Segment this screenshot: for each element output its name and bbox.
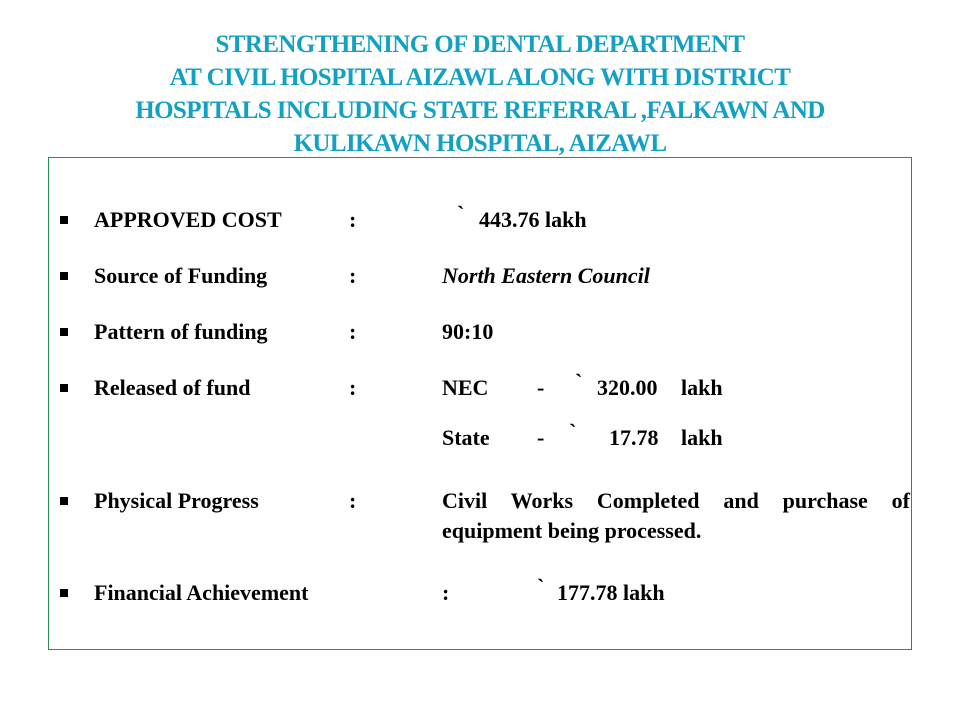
title-line-1: STRENGTHENING OF DENTAL DEPARTMENT: [215, 31, 745, 58]
pattern-of-funding-label: Pattern of funding: [94, 319, 268, 344]
colon: :: [349, 375, 357, 400]
bullet-square-icon: [60, 328, 68, 336]
physical-progress-line-1: Civil Works Completed and purchase of: [442, 488, 910, 513]
colon: :: [349, 207, 357, 232]
state-amount: 17.78: [609, 425, 659, 450]
title-line-3: HOSPITALS INCLUDING STATE REFERRAL ,FALKAWN AND: [135, 97, 825, 124]
nec-unit: lakh: [681, 375, 723, 400]
approved-cost-value: 443.76 lakh: [479, 207, 587, 232]
bullet-square-icon: [60, 216, 68, 224]
state-name: State: [442, 425, 490, 450]
released-state-row: [49, 421, 913, 455]
physical-progress-label: Physical Progress: [94, 488, 259, 513]
dash: -: [537, 375, 545, 400]
dash: -: [537, 425, 545, 450]
bullet-square-icon: [60, 497, 68, 505]
approved-cost-label: APPROVED COST: [94, 207, 282, 232]
colon: :: [442, 580, 450, 605]
pattern-of-funding-row: [49, 315, 913, 349]
page-title: [60, 28, 900, 160]
rupee-symbol: `: [569, 419, 577, 444]
approved-cost-row: [49, 203, 913, 237]
financial-achievement-value: 177.78 lakh: [557, 580, 665, 605]
rupee-symbol: `: [457, 201, 465, 226]
pattern-of-funding-value: 90:10: [442, 319, 494, 344]
colon: :: [349, 263, 357, 288]
released-of-fund-row: [49, 371, 913, 405]
rupee-symbol: `: [537, 574, 545, 599]
physical-progress-line-2: equipment being processed.: [442, 518, 702, 543]
colon: :: [349, 488, 357, 513]
rupee-symbol: `: [575, 369, 583, 394]
colon: :: [349, 319, 357, 344]
source-of-funding-value: North Eastern Council: [442, 263, 650, 288]
physical-progress-value: [442, 486, 910, 546]
source-of-funding-label: Source of Funding: [94, 263, 268, 288]
bullet-square-icon: [60, 589, 68, 597]
bullet-square-icon: [60, 384, 68, 392]
nec-name: NEC: [442, 375, 489, 400]
physical-progress-row: [49, 484, 913, 554]
bullet-square-icon: [60, 272, 68, 280]
state-unit: lakh: [681, 425, 723, 450]
title-line-2: AT CIVIL HOSPITAL AIZAWL ALONG WITH DISTRICT: [169, 64, 791, 91]
title-line-4: KULIKAWN HOSPITAL, AIZAWL: [293, 130, 667, 157]
nec-amount: 320.00: [597, 375, 658, 400]
content-box: [48, 157, 912, 650]
financial-achievement-label: Financial Achievement: [94, 580, 309, 605]
financial-achievement-row: [49, 576, 913, 610]
source-of-funding-row: [49, 259, 913, 293]
released-of-fund-label: Released of fund: [94, 375, 251, 400]
